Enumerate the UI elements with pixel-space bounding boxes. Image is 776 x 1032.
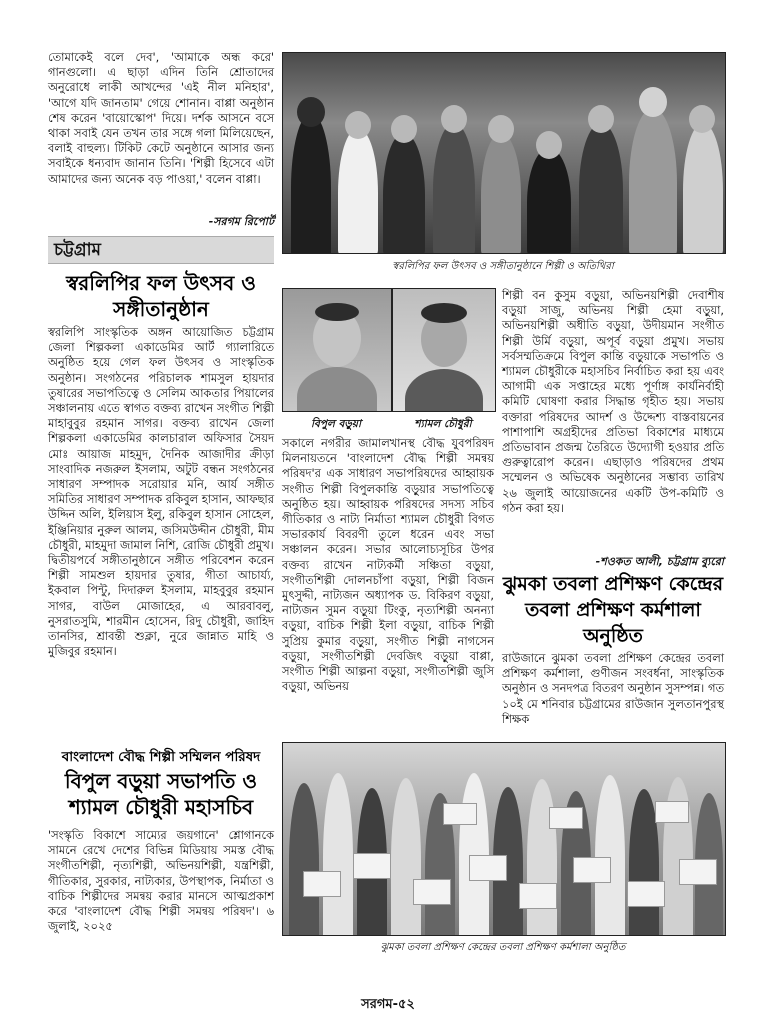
photo-figure-head: [391, 115, 417, 143]
photo-figure-head: [588, 105, 614, 133]
story1-headline: স্বরলিপির ফল উৎসব ও সঙ্গীতানুষ্ঠান: [66, 271, 256, 321]
portrait-body: [405, 369, 483, 412]
story2-paragraph-1: 'সংস্কৃতি বিকাশে সাম্যের জয়গানে' শ্লোগানকে সামনে রেখে দেশের বিভিন্ন মিডিয়ায় সমস্ত বৌদ্ধ সংগীতশিল্পী, নৃত্যশিল্পী, অভিনয়শিল্পী, যন্ত্রশিল্পী, গীতিকার, সুরকার, নাট্যকার, উপস্থাপক, নির্মাতা ও বাচিক শিল্পীদের সমন্বয় করার মানসে আত্মপ্রকাশ করে 'বাংলাদেশ বৌদ্ধ শিল্পী সমন্বয় পরিষদ'। ৬ জুলাই, ২০২৫: [48, 828, 274, 934]
photo-figure: [683, 123, 723, 254]
section-label: চট্টগ্রাম: [48, 236, 274, 264]
photo-figure-head: [689, 105, 715, 133]
top-photo-caption: স্বরলিপির ফল উৎসব ও সঙ্গীতানুষ্ঠানে শিল্পী ও অতিথিরা: [392, 261, 614, 272]
intro-paragraph: [48, 50, 274, 187]
col2-body: [282, 436, 494, 694]
photo-figure: [433, 123, 475, 254]
story3-headline: ঝুমকা তবলা প্রশিক্ষণ কেন্দ্রের তবলা প্রশিক্ষণ কর্মশালা অনুষ্ঠিত: [502, 573, 724, 647]
photo-figure: [595, 775, 625, 936]
photo-figure: [291, 113, 331, 254]
certificate: [573, 857, 611, 883]
photo-figure-head: [345, 111, 371, 139]
story2-body: [48, 828, 274, 934]
certificate: [519, 883, 557, 909]
portrait-right-name: শ্যামল চৌধুরী: [414, 418, 472, 430]
event-group-photo: [282, 52, 726, 254]
photo-figure: [391, 778, 421, 936]
certificate: [655, 801, 689, 823]
certificate: [469, 855, 507, 881]
story3-body: [502, 651, 724, 727]
photo-figure: [629, 108, 677, 254]
photo-figure: [579, 123, 623, 254]
intro-text: তোমাকেই বলে দেব', 'আমাকে অন্ধ করে' গানগুলো। এ ছাড়া এদিন তিনি শ্রোতাদের অনুরোধে লাকী আখন্দের 'এই নীল মনিহার', 'আগে যদি জানতাম' গেয়ে শোনান। বাপ্পা অনুষ্ঠান শেষ করেন 'বায়োস্কোপ' দিয়ে। দর্শক আসনে বসে থাকা সবাই যেন তখন তার সঙ্গে গলা মিলিয়েছেন, বলাই বাহুল্য। টিকিট কেটে অনুষ্ঠানে আসার জন্য সবাইকে ধন্যবাদ জানান তিনি। 'শিল্পী হিসেবে এটা আমাদের জন্য অনেক বড় পাওয়া,' বলেন বাপ্পা।: [48, 50, 274, 186]
portrait-left-name: বিপুল বড়ুয়া: [310, 418, 362, 430]
bottom-photo-caption: ঝুমকা তবলা প্রশিক্ষণ কেন্দ্রের তবলা প্রশিক্ষণ কর্মশালা অনুষ্ঠিত: [380, 942, 626, 953]
portrait-shyamal-chowdhury: [392, 288, 496, 412]
certificate: [353, 853, 391, 879]
photo-figure-head: [639, 87, 667, 117]
page-number: সরগম-৫২: [361, 997, 415, 1012]
photo-figure: [338, 128, 378, 254]
photo-figure: [527, 148, 571, 254]
story2-kicker: বাংলাদেশ বৌদ্ধ শিল্পী সম্মিলন পরিষদ: [61, 749, 261, 765]
photo-figure: [383, 133, 425, 254]
portrait-hair: [421, 303, 467, 323]
photo-figure-head: [488, 115, 514, 143]
photo-figure-head: [297, 97, 325, 127]
certificate: [627, 881, 665, 907]
story1-paragraph-2: দ্বিতীয়পর্বে সঙ্গীতানুষ্ঠানে সঙ্গীত পরিবেশন করেন শিল্পী সামশুল হায়দার তুষার, গীতা আচার্য্য, ইকবাল পিন্টু, দিদারুল ইসলাম, মাহবুবুর রহমান সাগর, বাউল মোজাহের, এ আরবাবলু, নুসরাতসুমি, শারমীন হোসেন, রিদু চৌধুরী, জাহিদ তানসির, শ্রাবন্তী শুক্লা, নুরে জান্নাত মাহি ও মুজিবুর রহমান।: [48, 553, 274, 659]
col3-credit: -শওকত আলী, চট্টগ্রাম ব্যুরো: [595, 555, 724, 568]
certificate: [549, 807, 583, 829]
photo-figure: [527, 779, 557, 936]
photo-figure-head: [536, 131, 562, 159]
portrait-body: [297, 367, 377, 412]
photo-figure-head: [441, 105, 467, 133]
col2-paragraph: সকালে নগরীর জামালখানস্থ বৌদ্ধ যুবপরিষদ মিলনায়তনে 'বাংলাদেশ বৌদ্ধ শিল্পী সমন্বয় পরিষদ'র এক সাধারণ সভাপরিষদের আহ্বায়ক সংগীত শিল্পী বিপুলকান্তি বড়ুয়ার সভাপতিত্বে অনুষ্ঠিত হয়। আহ্বায়ক পরিষদের সদস্য সচিব গীতিকার ও নাট্য নির্মাতা শ্যামল চৌধুরী বিগত সভারকার্য বিবরণী তুলে ধরেন এবং সভা সঞ্চালন করেন। সভার আলোচ্যসূচির উপর বক্তব্য রাখেন নাট্যকর্মী সঞ্চিতা বড়ুয়া, সংগীতশিল্পী দোলনচাঁপা বড়ুয়া, শিল্পী বিজন মুৎসুদ্দী, নাট্যজন অধ্যাপক ড. বিকিরণ বড়ুয়া, নাট্যজন সুমন বড়ুয়া টিংকু, নৃত্যশিল্পী অনন্যা বড়ুয়া, বাচিক শিল্পী ইলা বড়ুয়া, বাচিক শিল্পী সুপ্রিয় কুমার বড়ুয়া, সংগীত শিল্পী নাগসেন বড়ুয়া, সংগীতশিল্পী দেবজিৎ বড়ুয়া বাপ্পা, সংগীত শিল্পী আল্পনা বড়ুয়া, সংগীতশিল্পী জুসি বড়ুয়া, অভিনয়: [282, 436, 494, 694]
col3-body: [502, 288, 724, 516]
workshop-group-photo: [282, 742, 726, 936]
certificate: [443, 803, 477, 825]
col3-paragraph: শিল্পী বন কুসুম বড়ুয়া, অভিনয়শিল্পী দেবাশীষ বড়ুয়া সাজু, অভিনয় শিল্পী হেমা বড়ুয়া, অভিনয়শিল্পী অধীতি বড়ুয়া, উদীয়মান সংগীত শিল্পী উর্মি বড়ুয়া, অপূর্ব বড়ুয়া প্রমুখ। সভায় সর্বসম্মতিক্রমে বিপুল কান্তি বড়ুয়াকে সভাপতি ও শ্যামল চৌধুরীকে মহাসচিব নির্বাচিত করা হয় এবং আগামী এক সপ্তাহের মধ্যে পূর্ণাঙ্গ কার্যনির্বাহী কমিটি ঘোষণা করার সিদ্ধান্ত গৃহীত হয়। সভায় বক্তারা পরিষদের আদর্শ ও উদ্দেশ্য বাস্তবায়নের পাশাপাশি অগ্রহীদের প্রতিভা বিকাশের মাধ্যমে প্রতিভাবান প্রজন্ম তৈরিতে উদ্যোগী হওয়ার প্রতি গুরুত্বারোপ করেন। এছাড়াও পরিষদের প্রথম সম্মেলন ও অভিষেক অনুষ্ঠানের সম্ভাব্য তারিখ ২৬ জুলাই আয়োজনের একটি উপ-কমিটি ও গঠন করা হয়।: [502, 288, 724, 515]
story2-headline: বিপুল বড়ুয়া সভাপতি ও শ্যামল চৌধুরী মহাসচিব: [64, 769, 258, 819]
photo-figure: [481, 133, 521, 254]
photo-figure: [323, 773, 353, 936]
certificate: [413, 879, 451, 905]
story1-paragraph-1: স্বরলিপি সাংস্কৃতিক অঙ্গন আয়োজিত চট্টগ্রাম জেলা শিল্পকলা একাডেমির আর্ট গ্যালারিতে অনুষ্ঠিত হয়ে গেল ফল উৎসব ও সাংস্কৃতিক অনুষ্ঠান। সংগঠনের পরিচালক শামসুল হায়দার তুষারের সভাপতিত্বে ও সেলিম আকতার পিয়ালের সঞ্চালনায় এতে স্বাগত বক্তব্য রাখেন সংগীত শিল্পী মাহাবুবুর রহমান সাগর। বক্তব্য রাখেন জেলা শিল্পকলা একাডেমির কালচারাল অফিসার সৈয়দ মোঃ আয়াজ মাহমুদ, দৈনিক আজাদীর ক্রীড়া সাংবাদিক নজরুল ইসলাম, অটুট বন্ধন সংগঠনের সাধারণ সম্পাদক সরোয়ার মনি, আর্য সঙ্গীত সমিতির সাধারণ সম্পাদক রকিবুল হাসান, আফছার উদ্দিন অলি, ইলিয়াস ইলু, রকিবুল হাসান সোহেল, ইঞ্জিনিয়ার নুরুল আলম, জসিমউদ্দীন চৌধুরী, মীম চৌধুরী, মাহমুদা জামাল নিশি, রোজি চৌধুরী প্রমুখ।: [48, 325, 274, 552]
photo-figure: [289, 783, 319, 936]
certificate: [303, 871, 341, 897]
portrait-hair: [315, 303, 359, 321]
intro-credit: -সরগম রিপোর্ট: [208, 215, 274, 228]
story3-paragraph: রাউজানে ঝুমকা তবলা প্রশিক্ষণ কেন্দ্রের তবলা প্রশিক্ষণ কর্মশালা, গুণীজন সংবর্ধনা, সাংস্কৃতিক অনুষ্ঠান ও সনদপত্র বিতরণ অনুষ্ঠান সুসম্পন্ন। গত ১০ই মে শনিবার চট্টগ্রামের রাউজান সুলতানপুরস্থ শিক্ষক: [502, 651, 724, 726]
story1-body: [48, 325, 274, 659]
certificate: [679, 859, 717, 885]
portrait-bipul-barua: [282, 288, 392, 412]
